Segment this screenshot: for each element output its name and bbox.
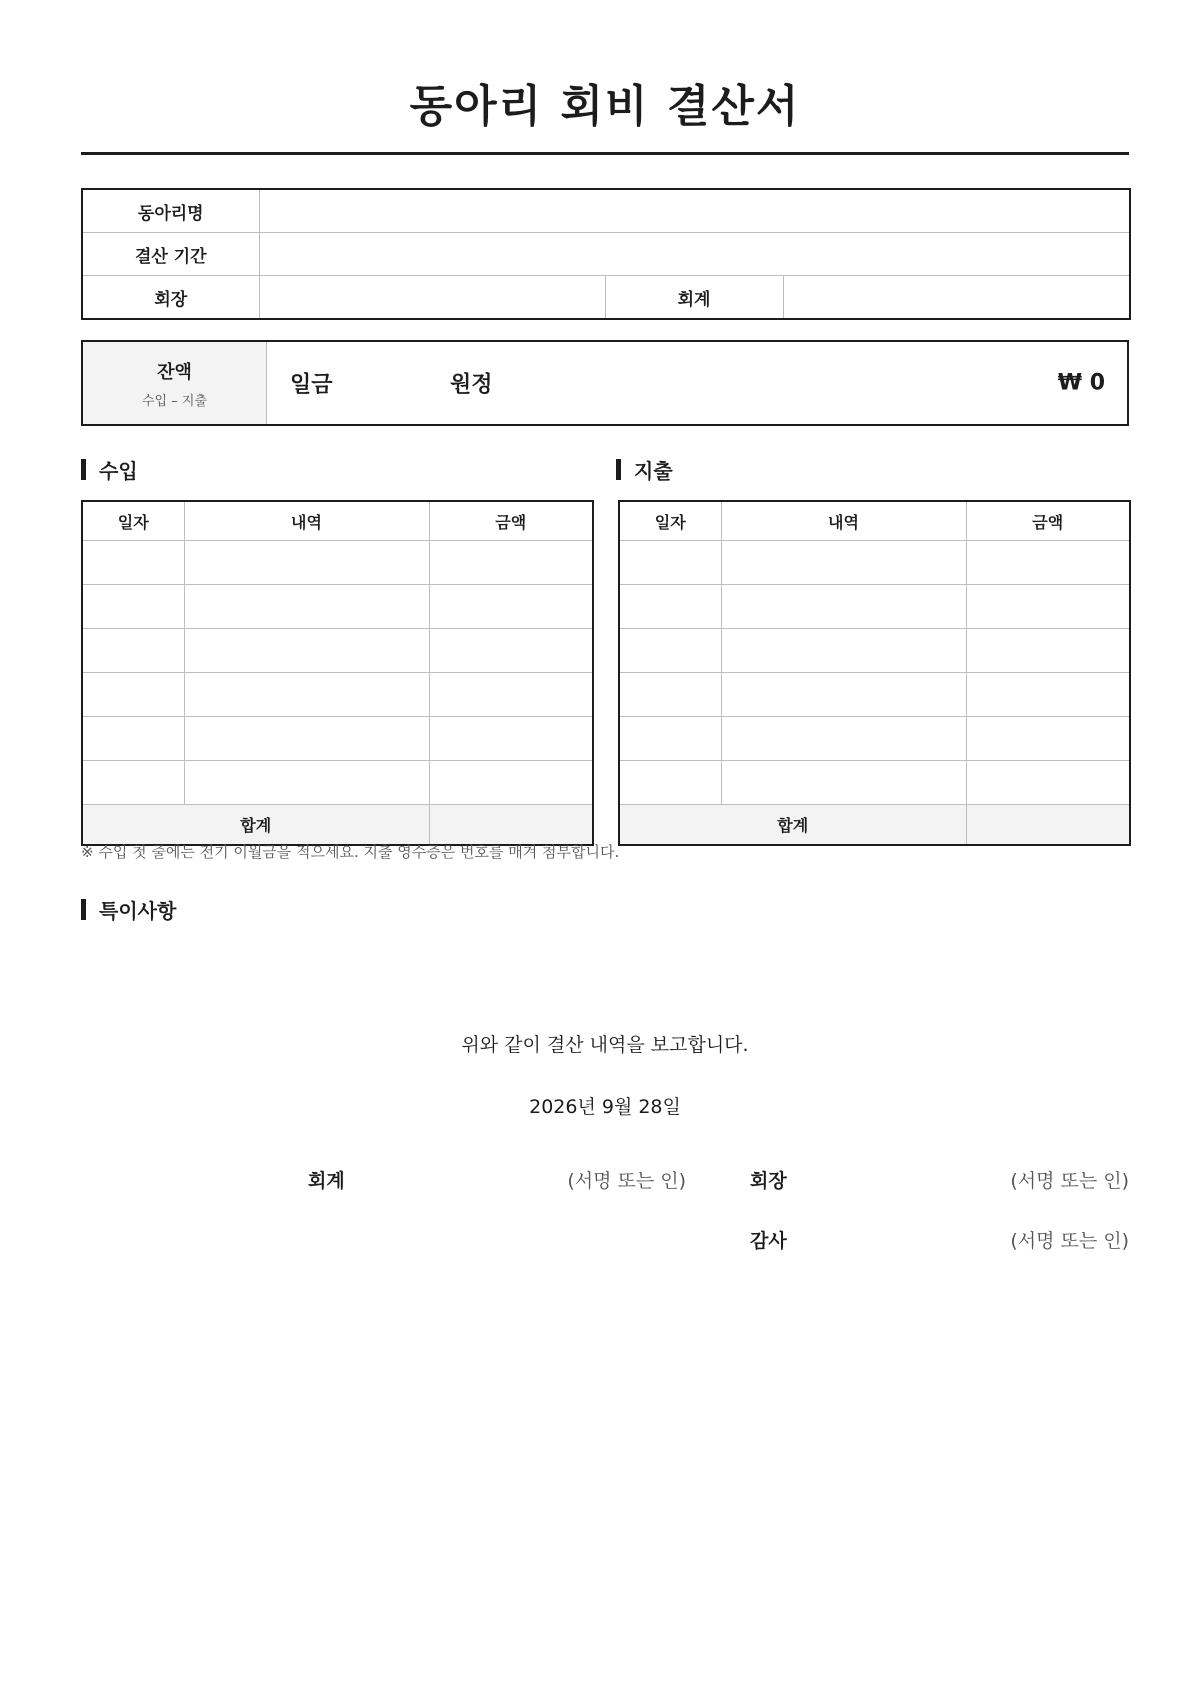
expense-table <box>618 500 1131 846</box>
date-cell[interactable] <box>619 761 721 805</box>
column-header: 금액 <box>429 501 593 541</box>
table-row <box>82 673 593 717</box>
date-cell[interactable] <box>82 717 184 761</box>
amount-suffix: 원정 <box>450 372 493 398</box>
amount-cell[interactable] <box>966 629 1130 673</box>
president-signature-field[interactable]: (서명 또는 인) <box>1010 1170 1129 1192</box>
president-signature-label: 회장 <box>750 1170 787 1192</box>
table-row <box>619 673 1130 717</box>
column-header: 일자 <box>619 501 721 541</box>
treasurer-signature-field[interactable]: (서명 또는 인) <box>567 1170 686 1192</box>
president-field[interactable] <box>259 276 605 320</box>
treasurer-label: 회계 <box>605 276 783 320</box>
balance-label: 잔액 <box>157 361 192 383</box>
auditor-signature-field[interactable]: (서명 또는 인) <box>1010 1230 1129 1252</box>
income-table <box>81 500 594 846</box>
date-cell[interactable] <box>82 673 184 717</box>
amount-cell[interactable] <box>429 673 593 717</box>
amount-cell[interactable] <box>429 717 593 761</box>
table-row <box>82 585 593 629</box>
amount-cell[interactable] <box>429 761 593 805</box>
amount-cell[interactable] <box>966 717 1130 761</box>
table-row <box>82 761 593 805</box>
balance-amount-area[interactable] <box>267 342 1127 424</box>
balance-box <box>81 340 1129 426</box>
total-row <box>82 805 593 846</box>
date-cell[interactable] <box>82 761 184 805</box>
club-info-table <box>81 188 1131 320</box>
table-row <box>82 629 593 673</box>
remarks-heading-text: 특이사항 <box>99 899 177 923</box>
treasurer-signature-label: 회계 <box>308 1170 345 1192</box>
table-row <box>619 717 1130 761</box>
date-cell[interactable] <box>619 541 721 585</box>
expense-total-value[interactable] <box>966 805 1130 846</box>
section-marker <box>616 459 621 480</box>
expense-heading <box>616 455 673 484</box>
expense-total-label: 합계 <box>619 805 966 846</box>
column-header: 내역 <box>721 501 966 541</box>
date-cell[interactable] <box>82 541 184 585</box>
description-cell[interactable] <box>184 541 429 585</box>
table-row <box>82 541 593 585</box>
president-label: 회장 <box>82 276 259 320</box>
date-cell[interactable] <box>619 717 721 761</box>
report-date: 2026년 9월 28일 <box>529 1096 681 1118</box>
amount-cell[interactable] <box>966 541 1130 585</box>
amount-cell[interactable] <box>429 629 593 673</box>
description-cell[interactable] <box>184 717 429 761</box>
description-cell[interactable] <box>184 629 429 673</box>
date-cell[interactable] <box>82 629 184 673</box>
period-label: 결산 기간 <box>82 233 259 276</box>
income-total-label: 합계 <box>82 805 429 846</box>
column-header: 내역 <box>184 501 429 541</box>
document-title: 동아리 회비 결산서 <box>409 81 801 132</box>
income-heading-text: 수입 <box>99 459 138 483</box>
total-row <box>619 805 1130 846</box>
auditor-signature-label: 감사 <box>750 1230 787 1252</box>
instruction-note: ※ 수입 첫 줄에는 전기 이월금을 적으세요. 지출 영수증은 번호를 매겨 첨부합니다. <box>81 843 620 861</box>
balance-header <box>83 342 267 424</box>
amount-cell[interactable] <box>966 585 1130 629</box>
amount-cell[interactable] <box>429 585 593 629</box>
income-heading <box>81 455 138 484</box>
date-cell[interactable] <box>619 673 721 717</box>
description-cell[interactable] <box>721 673 966 717</box>
amount-cell[interactable] <box>966 673 1130 717</box>
section-marker <box>81 899 86 920</box>
date-cell[interactable] <box>619 629 721 673</box>
club-name-field[interactable] <box>259 189 1130 233</box>
description-cell[interactable] <box>184 761 429 805</box>
title-divider <box>81 152 1129 155</box>
balance-formula: 수입 – 지출 <box>142 393 207 409</box>
description-cell[interactable] <box>184 673 429 717</box>
amount-prefix: 일금 <box>290 372 333 398</box>
date-cell[interactable] <box>82 585 184 629</box>
remarks-heading <box>81 895 176 924</box>
expense-heading-text: 지출 <box>634 459 673 483</box>
balance-amount: ₩ 0 <box>1057 370 1105 396</box>
description-cell[interactable] <box>721 629 966 673</box>
table-row <box>619 585 1130 629</box>
description-cell[interactable] <box>184 585 429 629</box>
remarks-area[interactable] <box>81 930 1129 1010</box>
section-marker <box>81 459 86 480</box>
report-statement: 위와 같이 결산 내역을 보고합니다. <box>461 1034 749 1056</box>
treasurer-field[interactable] <box>783 276 1130 320</box>
description-cell[interactable] <box>721 761 966 805</box>
column-header: 일자 <box>82 501 184 541</box>
amount-cell[interactable] <box>429 541 593 585</box>
column-header: 금액 <box>966 501 1130 541</box>
table-row <box>619 761 1130 805</box>
table-row <box>619 541 1130 585</box>
description-cell[interactable] <box>721 585 966 629</box>
date-cell[interactable] <box>619 585 721 629</box>
description-cell[interactable] <box>721 541 966 585</box>
period-field[interactable] <box>259 233 1130 276</box>
club-name-label: 동아리명 <box>82 189 259 233</box>
table-row <box>619 629 1130 673</box>
table-row <box>82 717 593 761</box>
amount-cell[interactable] <box>966 761 1130 805</box>
description-cell[interactable] <box>721 717 966 761</box>
income-total-value[interactable] <box>429 805 593 846</box>
